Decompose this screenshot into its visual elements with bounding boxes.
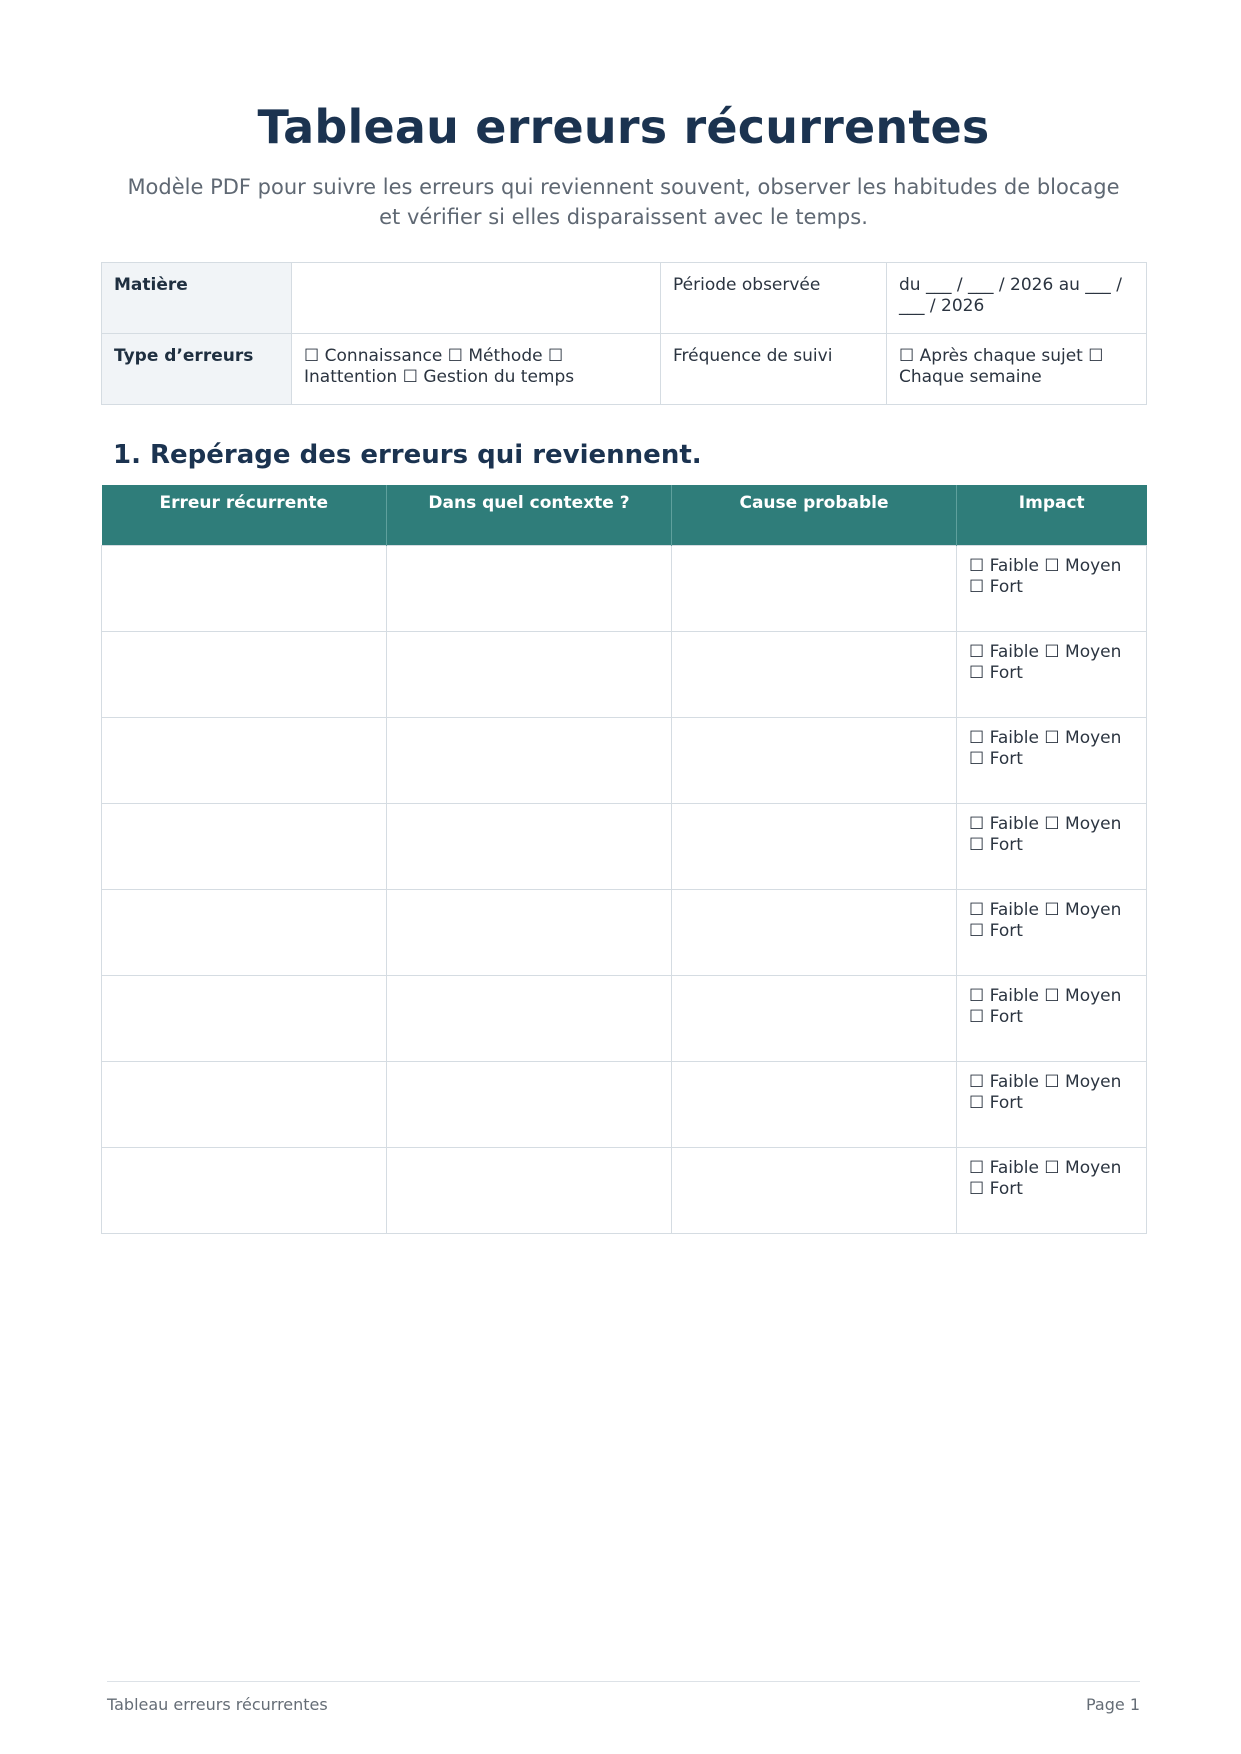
- info-row: [102, 263, 1147, 334]
- column-header-error: Erreur récurrente: [102, 485, 387, 546]
- error-type-options[interactable]: ☐ Connaissance ☐ Méthode ☐ Inattention ☐ Gestion du temps: [292, 334, 661, 405]
- table-row: [102, 1148, 1147, 1234]
- impact-options[interactable]: ☐ Faible ☐ Moyen ☐ Fort: [957, 804, 1147, 890]
- frequency-label: Fréquence de suivi: [661, 334, 887, 405]
- cause-cell[interactable]: [672, 632, 957, 718]
- subject-field[interactable]: [292, 263, 661, 334]
- column-header-context: Dans quel contexte ?: [387, 485, 672, 546]
- table-row: [102, 804, 1147, 890]
- recurring-errors-table: [101, 485, 1147, 1234]
- page-subtitle: Modèle PDF pour suivre les erreurs qui reviennent souvent, observer les habitudes de blocage et vérifier si elles disparaissent avec le temps.: [127, 175, 1120, 229]
- footer-title: Tableau erreurs récurrentes: [107, 1695, 328, 1714]
- context-cell[interactable]: [387, 976, 672, 1062]
- section-heading: 1. Repérage des erreurs qui reviennent.: [113, 440, 702, 470]
- column-header-impact: Impact: [957, 485, 1147, 546]
- table-row: [102, 890, 1147, 976]
- impact-options[interactable]: ☐ Faible ☐ Moyen ☐ Fort: [957, 890, 1147, 976]
- table-row: [102, 976, 1147, 1062]
- period-label: Période observée: [661, 263, 887, 334]
- footer-divider: [107, 1681, 1140, 1682]
- context-cell[interactable]: [387, 804, 672, 890]
- error-cell[interactable]: [102, 890, 387, 976]
- error-cell[interactable]: [102, 1062, 387, 1148]
- error-cell[interactable]: [102, 632, 387, 718]
- subject-label: Matière: [102, 263, 292, 334]
- error-type-label: Type d’erreurs: [102, 334, 292, 405]
- page-title: Tableau erreurs récurrentes: [257, 100, 990, 154]
- table-header-row: [102, 485, 1147, 546]
- cause-cell[interactable]: [672, 1062, 957, 1148]
- error-cell[interactable]: [102, 546, 387, 632]
- cause-cell[interactable]: [672, 546, 957, 632]
- context-cell[interactable]: [387, 718, 672, 804]
- impact-options[interactable]: ☐ Faible ☐ Moyen ☐ Fort: [957, 632, 1147, 718]
- table-row: [102, 632, 1147, 718]
- table-row: [102, 1062, 1147, 1148]
- info-row: [102, 334, 1147, 405]
- table-row: [102, 718, 1147, 804]
- cause-cell[interactable]: [672, 890, 957, 976]
- error-cell[interactable]: [102, 976, 387, 1062]
- frequency-options[interactable]: ☐ Après chaque sujet ☐ Chaque semaine: [887, 334, 1147, 405]
- table-row: [102, 546, 1147, 632]
- page-number: Page 1: [1086, 1695, 1140, 1714]
- cause-cell[interactable]: [672, 1148, 957, 1234]
- error-cell[interactable]: [102, 718, 387, 804]
- error-cell[interactable]: [102, 804, 387, 890]
- impact-options[interactable]: ☐ Faible ☐ Moyen ☐ Fort: [957, 718, 1147, 804]
- impact-options[interactable]: ☐ Faible ☐ Moyen ☐ Fort: [957, 976, 1147, 1062]
- context-cell[interactable]: [387, 546, 672, 632]
- impact-options[interactable]: ☐ Faible ☐ Moyen ☐ Fort: [957, 1148, 1147, 1234]
- context-cell[interactable]: [387, 632, 672, 718]
- impact-options[interactable]: ☐ Faible ☐ Moyen ☐ Fort: [957, 546, 1147, 632]
- impact-options[interactable]: ☐ Faible ☐ Moyen ☐ Fort: [957, 1062, 1147, 1148]
- cause-cell[interactable]: [672, 718, 957, 804]
- error-cell[interactable]: [102, 1148, 387, 1234]
- column-header-cause: Cause probable: [672, 485, 957, 546]
- context-cell[interactable]: [387, 1062, 672, 1148]
- cause-cell[interactable]: [672, 804, 957, 890]
- context-cell[interactable]: [387, 890, 672, 976]
- period-field[interactable]: du ___ / ___ / 2026 au ___ / ___ / 2026: [887, 263, 1147, 334]
- info-table: [101, 262, 1147, 405]
- cause-cell[interactable]: [672, 976, 957, 1062]
- context-cell[interactable]: [387, 1148, 672, 1234]
